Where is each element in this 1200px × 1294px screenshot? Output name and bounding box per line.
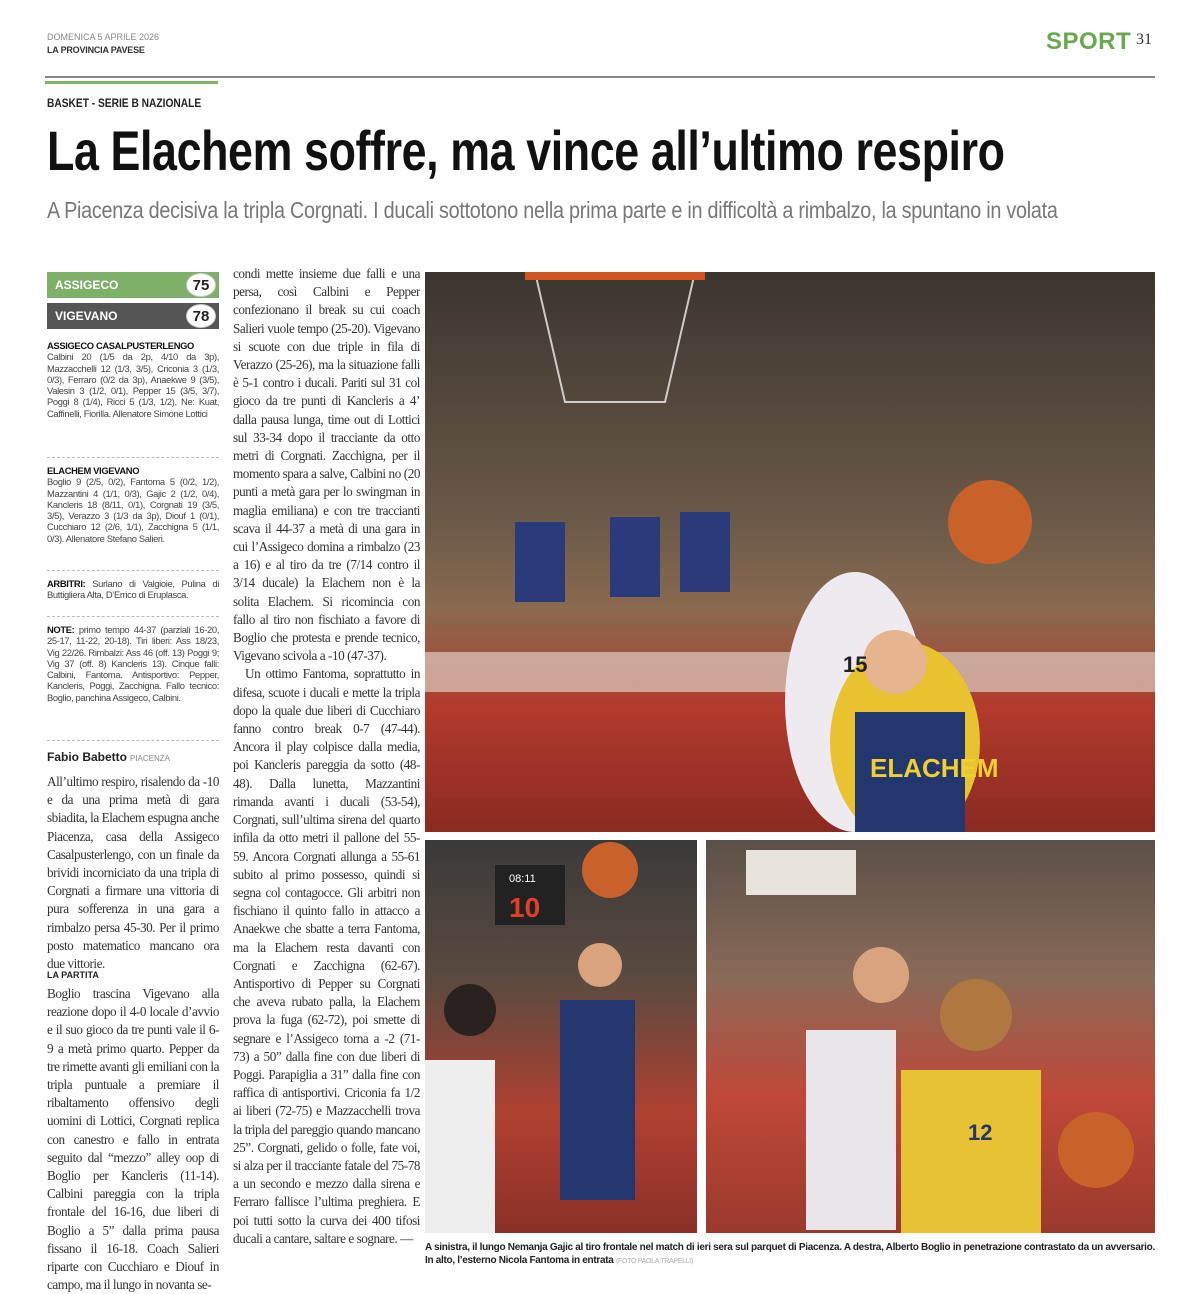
body-paragraph: Un ottimo Fantoma, soprattutto in difesa, scuote i ducali e mette la tripla dopo la quale due liberi di Cucchiaro fanno contro break 0-7 (47-44). Ancora il play colpisce dalla media, poi Kancleris pareggia da sotto (48-48). Dalla lunetta, Mazzantini rimanda avanti i ducali (53-54), Corgnati, sull’ultima sirena del quarto infila da otto metri il pallone del 55-59. Ancora Corgnati allunga a 55-61 subito al primo possesso, quindi si segna col contagocce. Gli arbitri non fischiano il quinto fallo in attacco a Anaekwe che sbatte a terra Fantoma, ma la Elachem resta davanti con Corgnati e Zacchigna (62-67). Antisportivo di Pepper su Corgnati che aveva rubato palla, la Elachem prova la fuga (62-72), poi smette di segnare e l’Assigeco torna a -2 (71-73) a 50” dalla fine con due liberi di Poggi. Parapiglia a 31” dalla fine con raffica di antisportivi. Criconia fa 1/2 ai liberi (72-75) e Mazzacchelli trova la tripla del pareggio quando mancano 25”. Corgnati, gelido o folle, fate voi, si alza per il tracciante fatale del 75-78 a un secondo e mezzo dalla sirena e Ferraro fallisce l’ultima preghiera. E poi tutti sotto la curva dei 400 tifosi ducali a cantare, saltare e sognare. — [233, 666, 420, 1246]
newspaper-name: LA PROVINCIA PAVESE [47, 45, 145, 55]
divider [47, 616, 219, 617]
accent-divider [45, 81, 218, 84]
body-paragraph: condi mette insieme due falli e una persa, così Calbini e Pepper confezionano il break su cui coach Salieri vuole tempo (25-20). Vigevano si scuote con due triple in fila di Verazzo (25-26), ma la situazione falli è 5-1 contro i ducali. Pariti sul 31 col gioco da tre punti di Kancleris a 4’ dalla pausa lunga, time out di Lottici sul 33-34 dopo il tracciante da otto metri di Corgnati. Zacchigna, per il momento spara a salve, Calbini no (20 punti a metà gara per lo swingman in maglia emiliana) e con tre traccianti scava il 44-37 a metà di una gara in cui l’Assigeco domina a rimbalzo (23 a 16) e al tiro da tre (7/14 contro il 3/14 ducale) la Elachem non è la solita Elachem. Si ricomincia con fallo al tiro non fischiato a favore di Boglio che protesta e prende tecnico, Vigevano scivola a -10 (47-37). [233, 266, 420, 664]
jersey-number: 15 [843, 652, 868, 677]
notes-text: primo tempo 44-37 (parziali 16-20, 25-17, 11-22, 20-18). Tiri liberi: Ass 18/23, Vig 22/26. Rimbalzi: Ass 46 (off. 13) Poggi 9; Vig 37 (off. 8) Kancleris 13). Cinque falli: Calbini, Fantoma. Antisportivo: Pepper, Kancleris, Poggi, Zacchigna. Fallo tecnico: Boglio, panchina Assigeco, Calbini. [47, 624, 219, 703]
game-clock: 08:11 [509, 873, 536, 885]
photo-caption [425, 1241, 1155, 1268]
divider [45, 76, 1155, 78]
boxscore-title: ASSIGECO CASALPUSTERLENGO [47, 340, 194, 351]
caption-text: A sinistra, il lungo Nemanja Gajic al tiro frontale nel match di ieri sera sul parquet di Piacenza. A destra, Alberto Boglio in penetrazione contrastato da un avversario. In alto, l’esterno Nicola Fantoma in entrata [425, 1242, 1155, 1266]
headline: La Elachem soffre, ma vince all’ultimo respiro [47, 119, 1005, 182]
section-label: SPORT [1046, 28, 1132, 55]
referees-label: ARBITRI: [47, 578, 86, 589]
lead-paragraph: All’ultimo respiro, risalendo da -10 e da una prima metà di gara sbiadita, la Elachem espugna anche Piacenza, casa della Assigeco Casalpusterlengo, con un finale da brividi incorniciato da una tripla di Corgnati a firmare una vittoria di pura sofferenza in una gara a rimbalzo persa 45-30. Per il primo posto matematico mancano ora due vittorie. [47, 774, 219, 972]
boxscore-away [47, 465, 219, 544]
photo-fantoma-layup [425, 272, 1155, 832]
notes [47, 624, 219, 703]
team-score: 78 [186, 304, 216, 328]
kicker: BASKET - SERIE B NAZIONALE [47, 96, 202, 110]
referees [47, 578, 219, 601]
divider [47, 570, 219, 571]
subheadline: A Piacenza decisiva la tripla Corgnati. I ducali sottotono nella prima parte e in difficoltà a rimbalzo, la spuntano in volata [47, 197, 1058, 223]
body-paragraph: Boglio trascina Vigevano alla reazione dopo il 4-0 locale d’avvio e il suo gioco da tre punti vale il 6-9 a metà primo quarto. Pepper da tre rimette avanti gli emiliani con la tripla puntuale a premiare il ribaltamento offensivo degli uomini di Lottici, Corgnati replica con canestro e fallo in entrata seguito dal “mezzo” alley oop di Boglio per Kancleris (11-14). Calbini pareggia con la tripla frontale del 16-16, due liberi di Boglio a 5” dalla prima pausa fissano il 16-18. Coach Salieri riparte con Cucchiaro e Diouf in campo, ma il lungo in novanta se- [47, 986, 219, 1293]
photo-illustration [706, 840, 1155, 1233]
notes-label: NOTE: [47, 624, 75, 635]
photo-boglio-drive [706, 840, 1155, 1233]
date: DOMENICA 5 APRILE 2026 [47, 32, 160, 42]
referees-text: Surlano di Valgioie, Pulina di Buttigliera Alta, D’Errico di Eruplasca. [47, 578, 219, 601]
author: Fabio Babetto [47, 750, 127, 764]
team-name: ASSIGECO [55, 278, 119, 292]
boxscore-text: Calbini 20 (1/5 da 2p, 4/10 da 3p), Mazzacchelli 12 (1/3, 3/5), Criconia 3 (1/3, 0/3), Ferraro (0/2 da 3p), Anaekwe 9 (3/5), Valesin 3 (1/2, 0/1), Pepper 15 (3/5, 3/7), Poggi 8 (1/4), Ricci 5 (1/3, 1/2), Ne: Kuat, Caffinelli, Fiorilla. Allenatore Simone Lottici [47, 351, 219, 419]
page-number: 31 [1136, 31, 1152, 48]
photo-gajic-shot [425, 840, 697, 1233]
boxscore-title: ELACHEM VIGEVANO [47, 465, 140, 476]
body-column [233, 265, 420, 1248]
score-row-away [47, 303, 219, 329]
photo-credit: (FOTO PAOLA TRAPELLI) [616, 1258, 693, 1265]
jersey-number: 12 [968, 1120, 993, 1145]
divider [47, 740, 219, 741]
team-score: 75 [186, 273, 216, 297]
score-row-home [47, 272, 219, 298]
shot-clock: 10 [509, 892, 541, 923]
subhead: LA PARTITA [47, 970, 99, 980]
boxscore-text: Boglio 9 (2/5, 0/2), Fantoma 5 (0/2, 1/2), Mazzantini 4 (1/1, 0/3), Gajic 2 (1/2, 0/4), Kancleris 18 (8/11, 0/1), Corgnati 19 (3/5, 3/5), Verazzo 3 (1/3 da 3p), Diouf 1 (0/1), Cucchiaro 12 (2/6, 1/1), Zacchigna 5 (1/1, 0/3). Allenatore Stefano Salieri. [47, 476, 219, 544]
byline [47, 750, 170, 764]
team-name: VIGEVANO [55, 309, 118, 323]
boxscore-home [47, 340, 219, 419]
photo-illustration [425, 272, 1155, 832]
photo-illustration [425, 840, 697, 1233]
location: PIACENZA [130, 754, 171, 763]
divider [47, 457, 219, 458]
jersey-text: ELACHEM [870, 753, 999, 783]
